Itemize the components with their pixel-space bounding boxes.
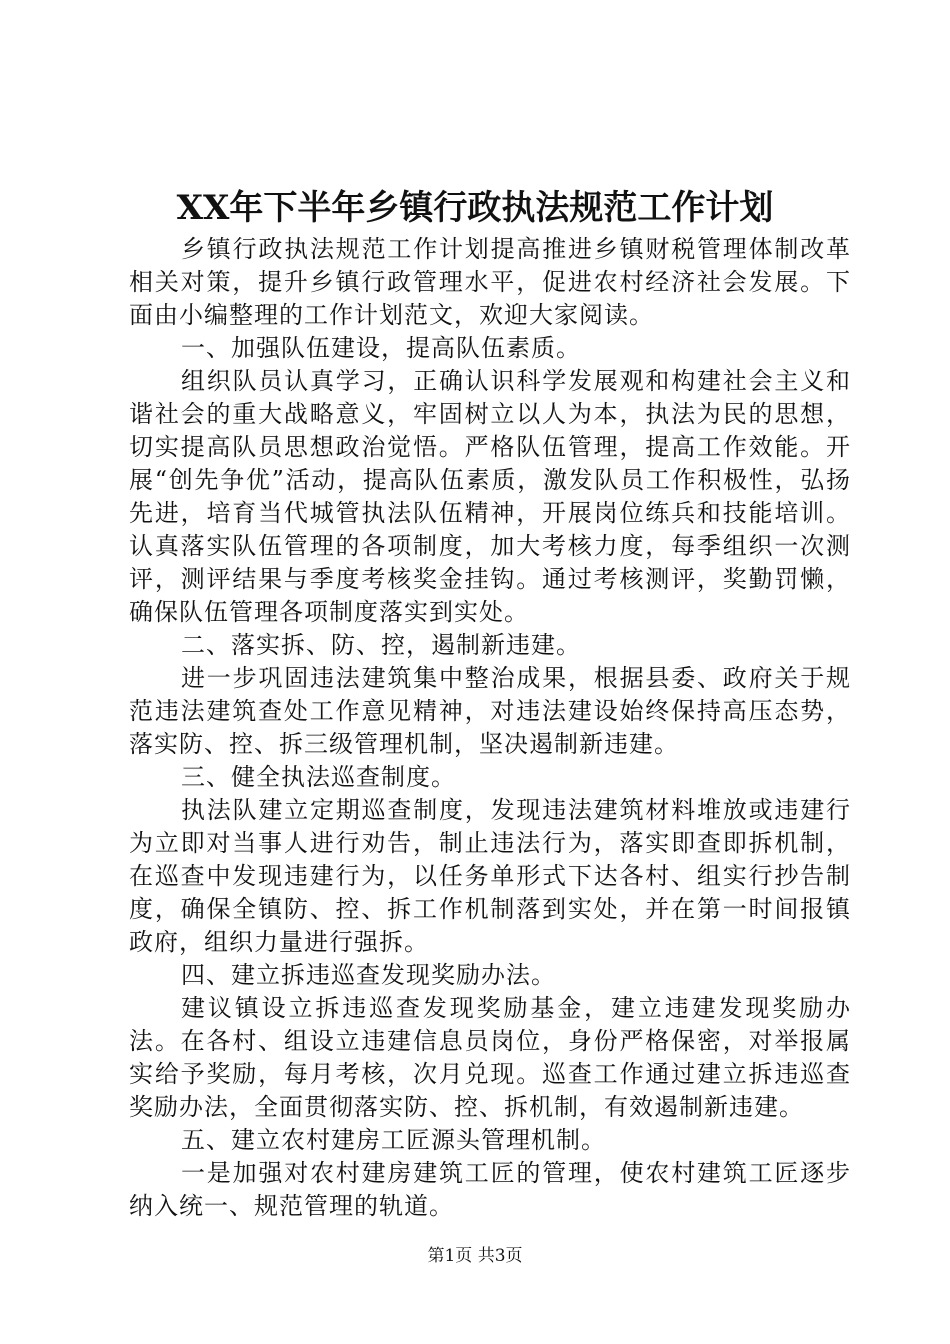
paragraph-section-2: 进一步巩固违法建筑集中整治成果，根据县委、政府关于规范违法建筑查处工作意见精神，对违法建设始终保持高压态势，落实防、控、拆三级管理机制，坚决遏制新违建。 (129, 664, 851, 758)
paragraph-intro: 乡镇行政执法规范工作计划提高推进乡镇财税管理体制改革相关对策，提升乡镇行政管理水平，促进农村经济社会发展。下面由小编整理的工作计划范文，欢迎大家阅读。 (129, 235, 851, 329)
section-heading-4: 四、建立拆违巡查发现奖励办法。 (181, 961, 556, 989)
paragraph-section-4: 建议镇设立拆违巡查发现奖励基金，建立违建发现奖励办法。在各村、组设立违建信息员岗位，身份严格保密，对举报属实给予奖励，每月考核，次月兑现。巡查工作通过建立拆违巡查奖励办法，全面贯彻落实防、控、拆机制，有效遏制新违建。 (129, 994, 851, 1121)
section-heading-5: 五、建立农村建房工匠源头管理机制。 (181, 1126, 606, 1154)
paragraph-section-1: 组织队员认真学习，正确认识科学发展观和构建社会主义和谐社会的重大战略意义，牢固树立以人为本，执法为民的思想，切实提高队员思想政治觉悟。严格队伍管理，提高工作效能。开展“创先争优”活动，提高队伍素质，激发队员工作积极性，弘扬先进，培育当代城管执法队伍精神，开展岗位练兵和技能培训。认真落实队伍管理的各项制度，加大考核力度，每季组织一次测评，测评结果与季度考核奖金挂钩。通过考核测评，奖勤罚懒，确保队伍管理各项制度落实到实处。 (129, 367, 851, 626)
document-body (129, 233, 851, 1223)
section-heading-1: 一、加强队伍建设，提高队伍素质。 (181, 334, 581, 362)
document-title: XX年下半年乡镇行政执法规范工作计划 (176, 188, 774, 228)
page-number-footer: 第1页 共3页 (427, 1246, 523, 1266)
section-heading-3: 三、健全执法巡查制度。 (181, 763, 456, 791)
section-heading-2: 二、落实拆、防、控，遏制新违建。 (181, 631, 581, 659)
paragraph-section-5: 一是加强对农村建房建筑工匠的管理，使农村建筑工匠逐步纳入统一、规范管理的轨道。 (129, 1159, 851, 1220)
paragraph-section-3: 执法队建立定期巡查制度，发现违法建筑材料堆放或违建行为立即对当事人进行劝告，制止违法行为，落实即查即拆机制，在巡查中发现违建行为，以任务单形式下达各村、组实行抄告制度，确保全镇防、控、拆工作机制落到实处，并在第一时间报镇政府，组织力量进行强拆。 (129, 796, 851, 956)
